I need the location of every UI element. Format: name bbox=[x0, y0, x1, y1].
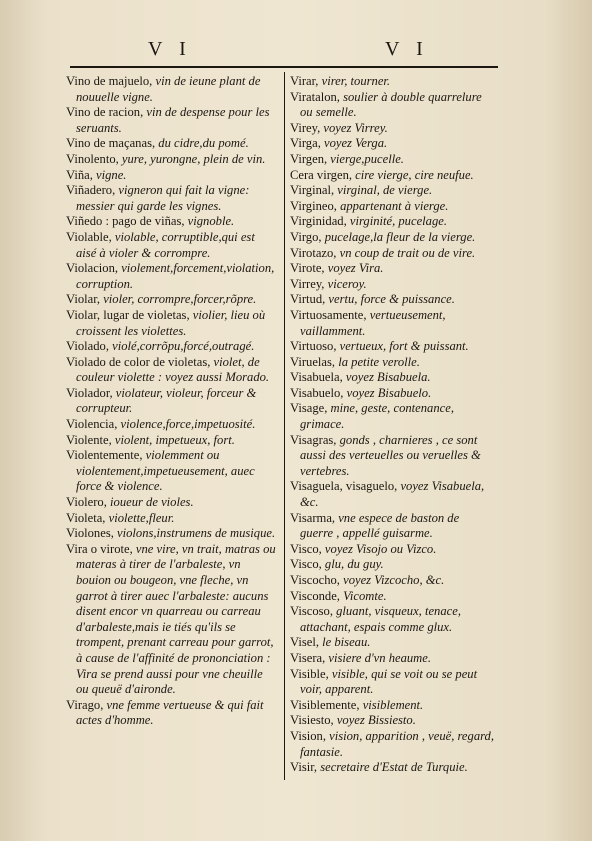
entry-gloss: mine, geste, contenance, grimace. bbox=[300, 401, 454, 432]
dictionary-entry bbox=[290, 90, 494, 121]
dictionary-entry bbox=[290, 557, 494, 573]
entry-gloss: le biseau. bbox=[318, 635, 371, 650]
dictionary-entry bbox=[290, 651, 494, 667]
dictionary-entry bbox=[290, 183, 494, 199]
dictionary-entry bbox=[290, 308, 494, 339]
entry-headword: Violable, bbox=[66, 229, 112, 244]
entry-gloss: violement,forcement,violation, corruption. bbox=[76, 261, 275, 291]
entry-gloss: la petite verolle. bbox=[335, 354, 420, 369]
entry-gloss: du cidre,du pomé. bbox=[155, 136, 249, 151]
entry-headword: Viñadero, bbox=[66, 183, 116, 198]
entry-gloss: vertu, force & puissance. bbox=[325, 292, 455, 307]
entry-gloss: violé,corrõpu,forcé,outragé. bbox=[108, 339, 255, 354]
entry-gloss: violent, impetueux, fort. bbox=[111, 432, 235, 447]
entry-gloss: vision, apparition , veuë, regard, fantasie. bbox=[300, 728, 494, 759]
entry-gloss: Vicomte. bbox=[339, 588, 387, 603]
entry-gloss: voyez Bissiesto. bbox=[333, 713, 416, 728]
dictionary-entry bbox=[290, 479, 494, 510]
dictionary-entry bbox=[66, 698, 278, 729]
dictionary-entry bbox=[66, 74, 278, 105]
dictionary-entry bbox=[290, 370, 494, 386]
entry-headword: Virrey, bbox=[290, 276, 325, 291]
dictionary-entry bbox=[66, 308, 278, 339]
dictionary-entry bbox=[66, 355, 278, 386]
dictionary-entry bbox=[66, 152, 278, 168]
dictionary-entry bbox=[290, 292, 494, 308]
entry-gloss: voyez Verga. bbox=[320, 136, 388, 151]
dictionary-entry bbox=[66, 417, 278, 433]
entry-headword: Virote, bbox=[290, 261, 325, 276]
entry-headword: Viratalon, bbox=[290, 89, 340, 104]
entry-headword: Visage, bbox=[290, 401, 328, 416]
entry-gloss: voyez Visojo ou Vizco. bbox=[321, 541, 437, 556]
entry-gloss: vne femme vertueuse & qui fait actes d'homme. bbox=[76, 697, 264, 728]
entry-gloss: voyez Vizcocho, &c. bbox=[339, 573, 445, 587]
entry-headword: Virgineo, bbox=[290, 198, 337, 213]
header-rule bbox=[70, 66, 498, 68]
dictionary-entry bbox=[66, 448, 278, 495]
entry-headword: Violado, bbox=[66, 339, 109, 354]
right-column bbox=[290, 74, 494, 776]
entry-gloss: violable, corruptible,qui est aisé à violer & corrompre. bbox=[76, 229, 255, 260]
entry-headword: Vino de maçanas, bbox=[66, 136, 156, 151]
entry-gloss: vertueusement, vaillamment. bbox=[300, 307, 446, 338]
dictionary-entry bbox=[290, 635, 494, 651]
dictionary-entry bbox=[290, 214, 494, 230]
dictionary-entry bbox=[290, 74, 494, 90]
entry-gloss: ioueur de violes. bbox=[106, 495, 194, 510]
entry-headword: Visco, bbox=[290, 557, 322, 572]
entry-gloss: cire vierge, cire neufue. bbox=[352, 167, 474, 182]
dictionary-entry bbox=[66, 261, 278, 292]
entry-headword: Visel, bbox=[290, 635, 319, 650]
dictionary-entry bbox=[66, 526, 278, 542]
entry-headword: Visarma, bbox=[290, 510, 336, 525]
entry-headword: Virtud, bbox=[290, 292, 326, 307]
entry-headword: Virgo, bbox=[290, 229, 322, 244]
entry-gloss: vigne. bbox=[92, 167, 127, 182]
dictionary-entry bbox=[290, 199, 494, 215]
dictionary-entry bbox=[66, 495, 278, 511]
entry-headword: Vinolento, bbox=[66, 151, 119, 166]
header-right: V I bbox=[385, 38, 429, 60]
entry-gloss: violemment ou violentement,impetueusement, auec force & violence. bbox=[76, 448, 255, 494]
dictionary-entry bbox=[290, 230, 494, 246]
entry-gloss: voyez Bisabuela. bbox=[342, 370, 431, 385]
entry-headword: Viruelas, bbox=[290, 354, 336, 369]
dictionary-entry bbox=[290, 261, 494, 277]
entry-headword: Violacion, bbox=[66, 261, 119, 276]
entry-headword: Vino de majuelo, bbox=[66, 74, 153, 88]
entry-gloss: viceroy. bbox=[324, 276, 367, 291]
entry-gloss: gluant, visqueux, tenace, attachant, espais comme glux. bbox=[300, 604, 461, 634]
entry-gloss: visiere d'vn heaume. bbox=[325, 650, 432, 665]
dictionary-entry bbox=[66, 105, 278, 136]
entry-headword: Virago, bbox=[66, 697, 104, 712]
entry-gloss: vierge,pucelle. bbox=[327, 151, 404, 166]
dictionary-entry bbox=[290, 136, 494, 152]
dictionary-entry bbox=[290, 401, 494, 432]
entry-gloss: vigneron qui fait la vigne: messier qui garde les vignes. bbox=[76, 183, 250, 213]
entry-headword: Violeta, bbox=[66, 510, 106, 525]
entry-gloss: secretaire d'Estat de Turquie. bbox=[317, 760, 468, 775]
entry-headword: Visabuela, bbox=[290, 370, 343, 385]
dictionary-entry bbox=[290, 667, 494, 698]
entry-headword: Visagras, bbox=[290, 432, 337, 447]
entry-headword: Virginidad, bbox=[290, 214, 347, 229]
entry-headword: Virey, bbox=[290, 120, 321, 135]
dictionary-entry bbox=[66, 339, 278, 355]
dictionary-entry bbox=[290, 121, 494, 137]
entry-gloss: virginité, pucelage. bbox=[346, 214, 447, 229]
entry-headword: Virtuoso, bbox=[290, 339, 337, 354]
entry-headword: Viscocho, bbox=[290, 573, 340, 587]
entry-gloss: violons,instrumens de musique. bbox=[113, 526, 276, 541]
entry-headword: Vino de racion, bbox=[66, 105, 144, 120]
entry-headword: Viña, bbox=[66, 167, 93, 182]
entry-gloss: voyez Bisabuelo. bbox=[343, 385, 432, 400]
entry-headword: Visconde, bbox=[290, 588, 340, 603]
entry-gloss: voyez Virrey. bbox=[320, 120, 388, 135]
entry-gloss: violateur, violeur, forceur & corrupteur. bbox=[76, 385, 257, 416]
entry-gloss: violer, corrompre,forcer,rõpre. bbox=[100, 292, 257, 307]
dictionary-entry bbox=[290, 760, 494, 776]
entry-headword: Visaguela, visaguelo, bbox=[290, 479, 398, 494]
dictionary-entry bbox=[290, 433, 494, 480]
entry-headword: Viscoso, bbox=[290, 604, 333, 619]
dictionary-entry bbox=[290, 339, 494, 355]
entry-headword: Violador, bbox=[66, 385, 113, 400]
entry-headword: Visir, bbox=[290, 760, 318, 775]
dictionary-entry bbox=[290, 355, 494, 371]
dictionary-entry bbox=[66, 292, 278, 308]
dictionary-entry bbox=[66, 511, 278, 527]
dictionary-entry bbox=[66, 386, 278, 417]
entry-headword: Virar, bbox=[290, 74, 319, 88]
entry-headword: Violente, bbox=[66, 432, 112, 447]
entry-headword: Violar, bbox=[66, 292, 101, 307]
entry-gloss: gonds , charnieres , ce sont aussi des verteuelles ou veruelles & vertebres. bbox=[300, 432, 481, 478]
entry-headword: Visiblemente, bbox=[290, 697, 360, 712]
entry-gloss: soulier à double quarrelure ou semelle. bbox=[300, 89, 482, 120]
entry-headword: Violado de color de violetas, bbox=[66, 354, 211, 369]
entry-headword: Visabuelo, bbox=[290, 385, 344, 400]
entry-headword: Viñedo : pago de viñas, bbox=[66, 214, 185, 229]
entry-headword: Virgen, bbox=[290, 151, 328, 166]
entry-gloss: vne espece de baston de guerre , appellé guisarme. bbox=[300, 510, 460, 541]
entry-headword: Violar, lugar de violetas, bbox=[66, 307, 190, 322]
entry-gloss: voyez Visabuela, &c. bbox=[300, 479, 485, 510]
dictionary-entry bbox=[290, 168, 494, 184]
dictionary-entry bbox=[66, 230, 278, 261]
dictionary-entry bbox=[290, 573, 494, 589]
entry-gloss: visible, qui se voit ou se peut voir, apparent. bbox=[300, 666, 478, 697]
entry-gloss: vn coup de trait ou de vire. bbox=[336, 245, 476, 260]
entry-headword: Virtuosamente, bbox=[290, 307, 367, 322]
entry-headword: Vira o virote, bbox=[66, 541, 133, 556]
dictionary-entry bbox=[66, 168, 278, 184]
entry-headword: Virga, bbox=[290, 136, 321, 151]
entry-gloss: vin de ieune plant de nouuelle vigne. bbox=[76, 74, 261, 104]
entry-gloss: visiblement. bbox=[359, 697, 424, 712]
header-left: V I bbox=[148, 38, 192, 60]
entry-headword: Violentemente, bbox=[66, 448, 143, 463]
dictionary-entry bbox=[66, 214, 278, 230]
dictionary-entry bbox=[290, 277, 494, 293]
dictionary-entry bbox=[290, 713, 494, 729]
entry-gloss: virer, tourner. bbox=[318, 74, 391, 88]
entry-gloss: yure, yurongne, plein de vin. bbox=[118, 151, 266, 166]
entry-gloss: virginal, de vierge. bbox=[334, 183, 433, 198]
entry-gloss: vertueux, fort & puissant. bbox=[336, 339, 469, 354]
dictionary-entry bbox=[66, 542, 278, 698]
entry-gloss: voyez Vira. bbox=[324, 261, 384, 276]
entry-gloss: violier, lieu où croissent les violettes. bbox=[76, 307, 266, 338]
entry-headword: Violero, bbox=[66, 495, 107, 510]
running-header bbox=[70, 38, 500, 64]
left-column bbox=[66, 74, 278, 729]
entry-headword: Visible, bbox=[290, 666, 329, 681]
dictionary-entry bbox=[66, 183, 278, 214]
entry-gloss: violet, de couleur violette : voyez aussi Morado. bbox=[76, 354, 270, 385]
dictionary-entry bbox=[290, 386, 494, 402]
dictionary-entry bbox=[290, 604, 494, 635]
entry-gloss: pucelage,la fleur de la vierge. bbox=[321, 229, 476, 244]
column-divider bbox=[284, 72, 285, 780]
dictionary-entry bbox=[66, 136, 278, 152]
entry-headword: Visiesto, bbox=[290, 713, 334, 728]
entry-gloss: violence,force,impetuosité. bbox=[117, 417, 256, 432]
entry-headword: Virginal, bbox=[290, 183, 335, 198]
entry-headword: Visco, bbox=[290, 541, 322, 556]
dictionary-entry bbox=[290, 246, 494, 262]
dictionary-entry bbox=[290, 729, 494, 760]
entry-gloss: vne vire, vn trait, matras ou materas à tirer de l'arbaleste, vn bouion ou bougeon, vne fleche, vn garrot à tirer auec l'arbaleste: aucuns disent encor vn quarreau ou carreau d'arbaleste,mais ie tiés qu'ils se trompent, prenant carreau pour garrot, à cause de l'affinité de prononciation : Vira se prend aussi pour vne cheuille ou queuë d'aironde. bbox=[76, 541, 276, 697]
entry-headword: Virotazo, bbox=[290, 245, 337, 260]
dictionary-entry bbox=[66, 433, 278, 449]
entry-headword: Cera virgen, bbox=[290, 167, 353, 182]
dictionary-entry bbox=[290, 511, 494, 542]
dictionary-entry bbox=[290, 698, 494, 714]
entry-gloss: appartenant à vierge. bbox=[336, 198, 449, 213]
entry-gloss: violette,fleur. bbox=[105, 510, 175, 525]
entry-gloss: glu, du guy. bbox=[321, 557, 384, 572]
entry-gloss: vignoble. bbox=[184, 214, 235, 229]
dictionary-entry bbox=[290, 152, 494, 168]
entry-gloss: vin de despense pour les seruants. bbox=[76, 105, 270, 135]
dictionary-entry bbox=[290, 542, 494, 558]
entry-headword: Violones, bbox=[66, 526, 114, 541]
entry-headword: Vision, bbox=[290, 728, 326, 743]
entry-headword: Violencia, bbox=[66, 417, 118, 432]
dictionary-entry bbox=[290, 589, 494, 605]
entry-headword: Visera, bbox=[290, 650, 326, 665]
